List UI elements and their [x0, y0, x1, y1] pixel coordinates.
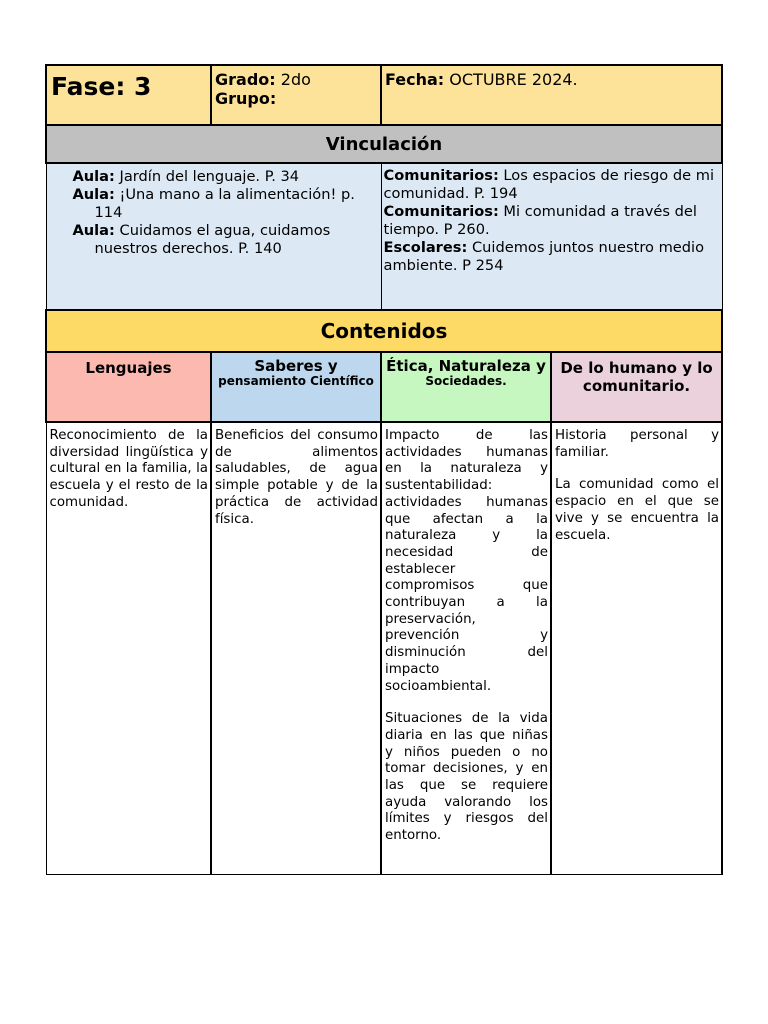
column-headers-row: [46, 352, 722, 422]
vinculacion-row: [46, 125, 722, 163]
comunitarios-cell: [381, 163, 722, 310]
content-cell-humano: Historia personal y familiar. La comunidad como el espacio en el que se vive y se encuentra la escuela.: [551, 422, 722, 875]
grupo-label: Grupo:: [215, 89, 277, 108]
content-cell-saberes: Beneficios del consumo de alimentos saludables, de agua simple potable y de la práctica de actividad física.: [211, 422, 381, 875]
fecha-value: OCTUBRE 2024.: [444, 70, 578, 89]
content-cell-lenguajes: Reconocimiento de la diversidad lingüística y cultural en la familia, la escuela y el resto de la comunidad.: [46, 422, 211, 875]
aula-item: Aula: ¡Una mano a la alimentación! p. 114: [72, 186, 355, 221]
vinculacion-title: Vinculación: [46, 125, 722, 163]
content-cell-etica: Impacto de las actividades humanas en la naturaleza y sustentabilidad: actividades humanas que afectan a la naturaleza y la necesidad de establecer compromisos que contribuyan a la preservación, prevención y disminución del impacto socioambiental. Situaciones de la vida diaria en las que niñas y niños pueden o no tomar decisiones, y en las que se requiere ayuda valorando los límites y riesgos del entorno.: [381, 422, 551, 875]
fase-label: Fase: 3: [51, 72, 152, 101]
vinculacion-content-row: [46, 163, 722, 310]
aula-item: Aula: Jardín del lenguaje. P. 34: [72, 168, 300, 185]
comunitario-item: Comunitarios: Los espacios de riesgo de mi comunidad. P. 194: [383, 167, 715, 202]
column-header-lenguajes: Lenguajes: [46, 352, 211, 422]
grado-label: Grado:: [215, 70, 276, 89]
grado-value: 2do: [275, 70, 311, 89]
escolares-item: Escolares: Cuidemos juntos nuestro medio ambiente. P 254: [383, 239, 705, 274]
comunitario-item: Comunitarios: Mi comunidad a través del tiempo. P 260.: [383, 203, 697, 238]
aula-cell: [46, 163, 381, 310]
contenidos-row: [46, 310, 722, 352]
fecha-cell: [381, 65, 722, 125]
column-header-etica: Ética, Naturaleza y Sociedades.: [381, 352, 551, 422]
contenidos-body-row: [46, 422, 722, 875]
column-header-humano: De lo humano y lo comunitario.: [551, 352, 722, 422]
header-row: [46, 65, 722, 125]
grado-grupo-cell: [211, 65, 381, 125]
contenidos-title: Contenidos: [46, 310, 722, 352]
planning-table: [45, 64, 723, 875]
planning-sheet: [45, 64, 721, 875]
aula-list: [73, 168, 381, 258]
fase-cell: [46, 65, 211, 125]
column-header-saberes: Saberes y pensamiento Científico: [211, 352, 381, 422]
fecha-label: Fecha:: [385, 70, 445, 89]
aula-item: Aula: Cuidamos el agua, cuidamos nuestros derechos. P. 140: [72, 222, 331, 257]
